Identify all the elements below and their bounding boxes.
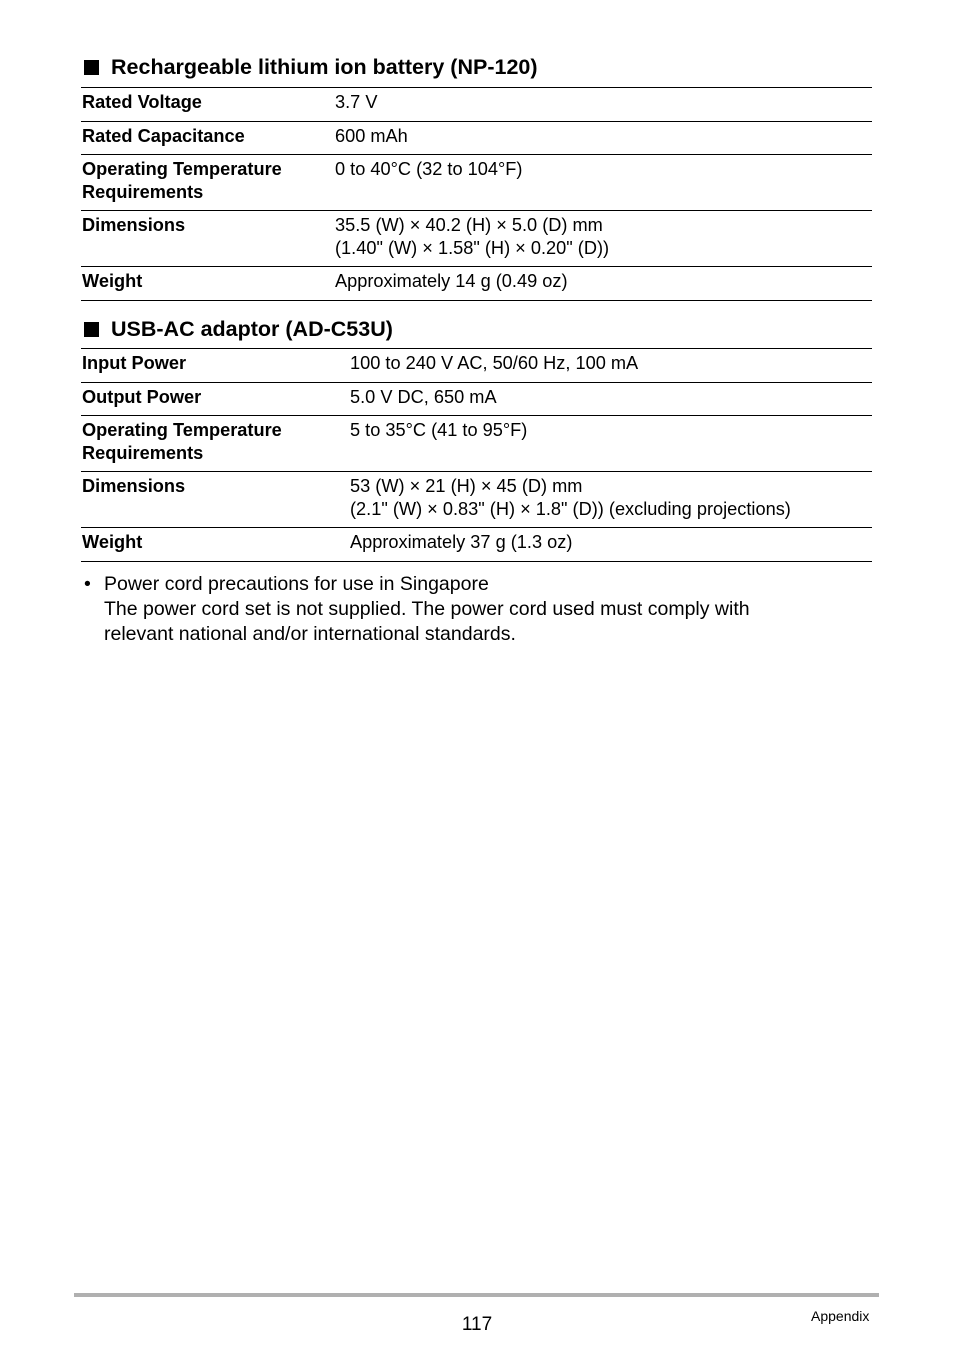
spec-value: Approximately 37 g (1.3 oz) [350,532,573,552]
spec-label: Operating Temperature Requirements [82,159,282,202]
table-row [81,349,872,383]
spec-label: Rated Voltage [82,92,202,112]
spec-label: Output Power [82,386,202,407]
table-row [81,382,872,416]
battery-spec-table [81,87,872,301]
note-text: Power cord precautions for use in Singapore The power cord set is not supplied. The power cord used must comply with relevant national and/or international standards. [104,573,750,645]
spec-label: Input Power [82,353,187,373]
spec-value: 600 mAh [335,125,408,146]
table-row [81,472,872,528]
spec-value: 53 (W) × 21 (H) × 45 (D) mm (2.1" (W) × 0.83" (H) × 1.8" (D)) (excluding projections) [350,476,791,519]
table-row [81,267,872,301]
square-bullet-icon [84,60,99,75]
spec-value: 5 to 35°C (41 to 95°F) [350,420,528,440]
table-row [81,528,872,562]
adaptor-section-title-text: USB-AC adaptor (AD-C53U) [111,317,393,341]
table-row [81,155,872,211]
spec-label: Weight [82,271,143,291]
spec-value: 100 to 240 V AC, 50/60 Hz, 100 mA [350,353,639,373]
spec-label: Rated Capacitance [82,125,245,146]
battery-section-title-text: Rechargeable lithium ion battery (NP-120) [111,55,538,79]
spec-value: 35.5 (W) × 40.2 (H) × 5.0 (D) mm (1.40" (W) × 1.58" (H) × 0.20" (D)) [335,215,610,258]
bullet-icon: • [84,573,91,595]
footer-divider [74,1293,879,1297]
spec-value: Approximately 14 g (0.49 oz) [335,271,568,291]
table-row [81,211,872,267]
spec-label: Dimensions [82,476,186,496]
spec-value: 0 to 40°C (32 to 104°F) [335,159,523,179]
table-row [81,121,872,155]
table-row [81,416,872,472]
spec-value: 5.0 V DC, 650 mA [350,386,497,407]
table-row [81,88,872,122]
battery-section-title [84,57,538,79]
adaptor-spec-table [81,348,872,562]
spec-label: Weight [82,532,143,552]
power-cord-note [84,572,874,647]
spec-label: Operating Temperature Requirements [82,420,282,463]
spec-label: Dimensions [82,215,186,235]
adaptor-section-title [84,319,393,341]
footer-section-label: Appendix [811,1308,870,1324]
spec-value: 3.7 V [335,92,378,112]
page-number: 117 [461,1314,493,1335]
square-bullet-icon [84,322,99,337]
